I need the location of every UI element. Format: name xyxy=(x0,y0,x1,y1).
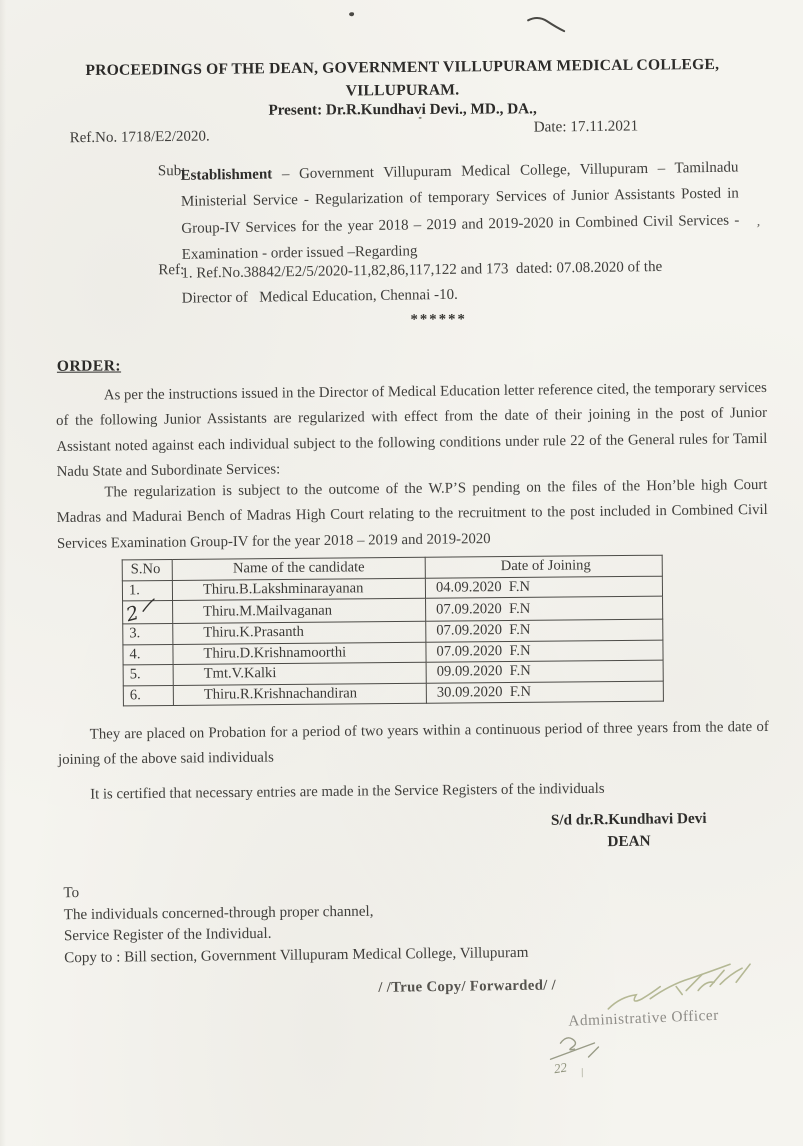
reference-number: Ref.No. 1718/E2/2020. xyxy=(69,128,210,147)
title-line-2: VILLUPURAM. xyxy=(345,81,460,100)
ref-text: 1. Ref.No.38842/E2/5/2020-11,82,86,117,122 and 173 dated: 07.08.2020 of the Director of Medical Education, Chennai -10. xyxy=(181,258,663,307)
order-paragraph-2: The regularization is subject to the outcome of the W.P’S pending on the files of the Hon’ble high Court Madras and Madurai Bench of Madras High Court relating to the recruitment to the post included in Combined Civil Services Examination Group-IV for the year 2018 – 2019 and 2019-2020 xyxy=(56,476,768,552)
address-line: Copy to : Bill section, Government Villupuram Medical College, Villupuram xyxy=(64,945,529,967)
header-sno: S.No xyxy=(122,559,172,580)
cell-sno: 4. xyxy=(123,644,173,665)
cell-doj: 09.09.2020 F.N xyxy=(426,660,663,683)
true-copy-line: / /True Copy/ Forwarded/ / xyxy=(378,977,557,996)
cell-sno: 5. xyxy=(123,664,173,685)
scan-stray-stroke-icon xyxy=(525,13,567,37)
cell-name: Thiru.R.Krishnachandiran xyxy=(173,683,426,706)
address-line: The individuals concerned-through proper channel, xyxy=(63,903,374,923)
subject-body: – Government Villupuram Medical College, Villupuram – Tamilnadu Ministerial Service - Regularization of temporary Services of Junior Assistants Posted in Group-IV Services for the year 2018 – 2019 and 2019-2020 in Combined Civil Services -Examination - order issued –Regarding xyxy=(180,159,740,263)
cell-name: Thiru.K.Prasanth xyxy=(173,621,426,644)
scan-speck-icon xyxy=(349,12,354,16)
header-doj: Date of Joining xyxy=(425,555,662,578)
address-block xyxy=(63,878,528,970)
ref-label: Ref: xyxy=(158,262,185,279)
handwritten-initials-icon xyxy=(542,1029,622,1084)
cell-name: Tmt.V.Kalki xyxy=(173,662,426,685)
signoff-block xyxy=(521,808,737,855)
handwritten-footer-note: 22 xyxy=(552,1059,568,1077)
handwritten-footer-mark: | xyxy=(580,1067,584,1079)
probation-paragraph: They are placed on Probation for a period of two years within a continuous period of three years from the date of joining of the above said individuals xyxy=(57,718,769,769)
cell-name: Thiru.M.Mailvaganan xyxy=(173,598,426,623)
cell-doj: 04.09.2020 F.N xyxy=(425,576,662,599)
to-label: To xyxy=(63,885,80,902)
cell-sno: 6. xyxy=(123,685,173,706)
cell-doj: 07.09.2020 F.N xyxy=(426,596,663,621)
address-line: Service Register of the Individual. xyxy=(63,926,272,945)
cell-sno-handwritten xyxy=(123,600,173,627)
table-row xyxy=(123,681,663,706)
cell-name: Thiru.D.Krishnamoorthi xyxy=(173,642,426,665)
handwritten-serial-2: 2 xyxy=(123,601,142,627)
signed-by: S/d dr.R.Kundhavi Devi xyxy=(550,809,707,829)
title-line-1: PROCEEDINGS OF THE DEAN, GOVERNMENT VILLUPURAM MEDICAL COLLEGE, xyxy=(85,55,720,80)
cell-sno: 1. xyxy=(122,580,172,601)
designation: DEAN xyxy=(607,832,651,851)
subject-label: Sub: xyxy=(157,163,186,180)
document-date: Date: 17.11.2021 xyxy=(533,117,639,136)
document-title xyxy=(37,52,767,105)
order-paragraph-1: As per the instructions issued in the Director of Medical Education letter reference cited, the temporary services of the following Junior Assistants are regularized with effect from the date of their joining in the post of Junior Assistant noted against each individual subject to the following conditions under rule 22 of the General rules for Tamil Nadu State and Subordinate Services: xyxy=(56,379,768,481)
header-name: Name of the candidate xyxy=(172,557,425,580)
present-line: Present: Dr.R.Kundhavi Devi., MD., DA., xyxy=(268,100,537,119)
asterisk-separator: ****** xyxy=(410,311,467,328)
cell-doj: 07.09.2020 F.N xyxy=(426,640,663,663)
cell-doj: 30.09.2020 F.N xyxy=(426,681,663,704)
scan-apostrophe-mark-icon: ’ xyxy=(754,221,762,238)
subject-text xyxy=(180,155,739,268)
cell-sno: 3. xyxy=(123,623,173,644)
candidates-table xyxy=(122,555,664,707)
handwritten-tick-icon xyxy=(141,597,157,613)
order-heading: ORDER: xyxy=(56,357,122,375)
subject-lead: Establishment xyxy=(180,166,273,184)
certified-paragraph: It is certified that necessary entries are made in the Service Registers of the individuals xyxy=(90,780,605,803)
cell-name: Thiru.B.Lakshminarayanan xyxy=(172,578,425,601)
cell-doj: 07.09.2020 F.N xyxy=(426,619,663,642)
administrative-officer-title: Administrative Officer xyxy=(568,1006,720,1030)
